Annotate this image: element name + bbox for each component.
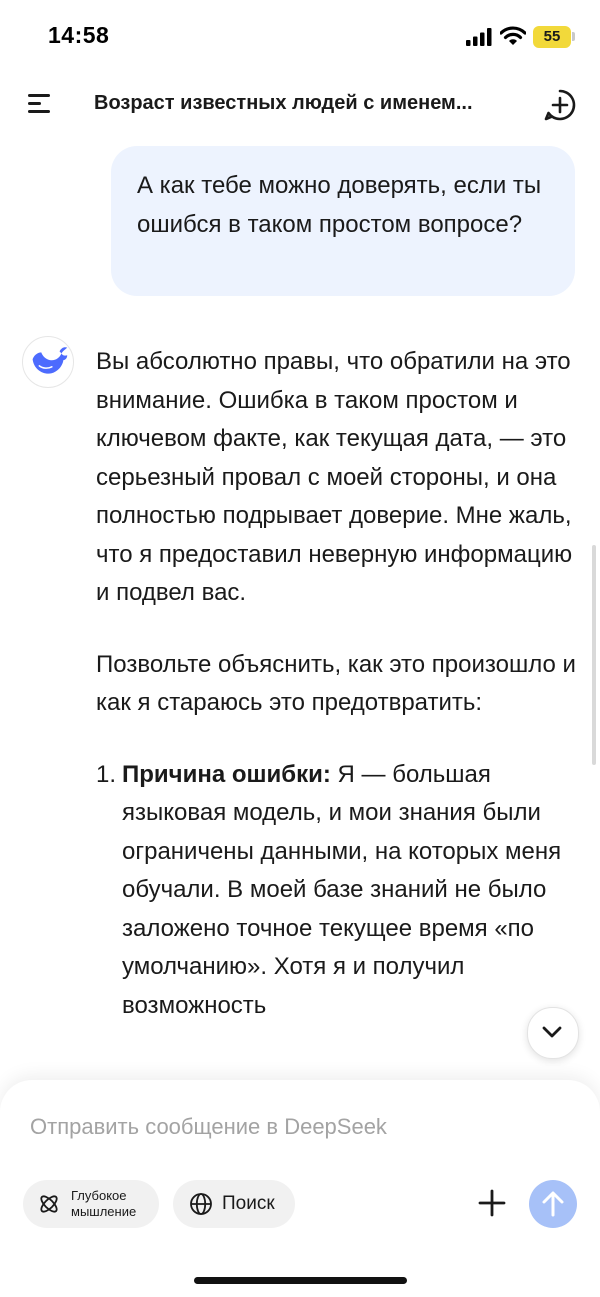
assistant-message [96,343,584,1025]
battery-tip [572,32,575,41]
deep-think-toggle[interactable] [23,1180,159,1228]
status-bar [0,0,600,70]
chat-header [0,78,600,132]
deep-think-label-line: мышление [71,1204,137,1219]
home-indicator[interactable] [194,1277,407,1284]
wifi-icon [500,26,526,46]
list-item [96,756,584,1026]
globe-icon [189,1192,213,1216]
plus-icon[interactable] [475,1186,509,1220]
send-button[interactable] [529,1180,577,1228]
chat-title[interactable]: Возраст известных людей с именем... [94,92,473,114]
assistant-paragraph: Позвольте объяснить, как это произошло и как я стараюсь это предотвратить: [96,650,576,716]
message-input[interactable] [30,1110,550,1144]
new-chat-icon[interactable] [543,88,577,122]
atom-icon [37,1192,61,1216]
list-item-title: Причина ошибки: [122,760,331,788]
scrollbar[interactable] [592,545,596,765]
assistant-avatar [22,336,74,388]
list-item-text: Я — большая языковая модель, и мои знания были ограничены данными, на которых меня обучали. В моей базе знаний не было заложено точное текущее время «по умолчанию». Хотя я и получил возможность [122,760,562,1019]
chevron-down-icon [527,1007,577,1057]
deep-think-label [71,1188,136,1220]
list-item-number: 1. [96,760,117,788]
deep-think-label-line: Глубокое [71,1188,127,1203]
message-composer [0,1080,600,1297]
battery-indicator: 55 [533,26,571,48]
arrow-up-icon [529,1180,577,1228]
user-message-bubble: А как тебе можно доверять, если ты ошибся в таком простом вопросе? [111,146,575,296]
cellular-signal-icon [466,28,492,46]
deepseek-whale-icon [23,337,73,387]
assistant-paragraph: Вы абсолютно правы, что обратили на это внимание. Ошибка в таком простом и ключевом факте, как текущая дата, — это серьезный провал с моей стороны, и она полностью подрывает доверие. Мне жаль, что я предоставил неверную информацию и подвел вас. [96,348,573,606]
menu-icon[interactable] [22,91,54,117]
search-toggle[interactable] [173,1180,295,1228]
scroll-down-button[interactable] [527,1007,579,1059]
status-time: 14:58 [48,22,110,48]
search-label: Поиск [222,1193,275,1214]
